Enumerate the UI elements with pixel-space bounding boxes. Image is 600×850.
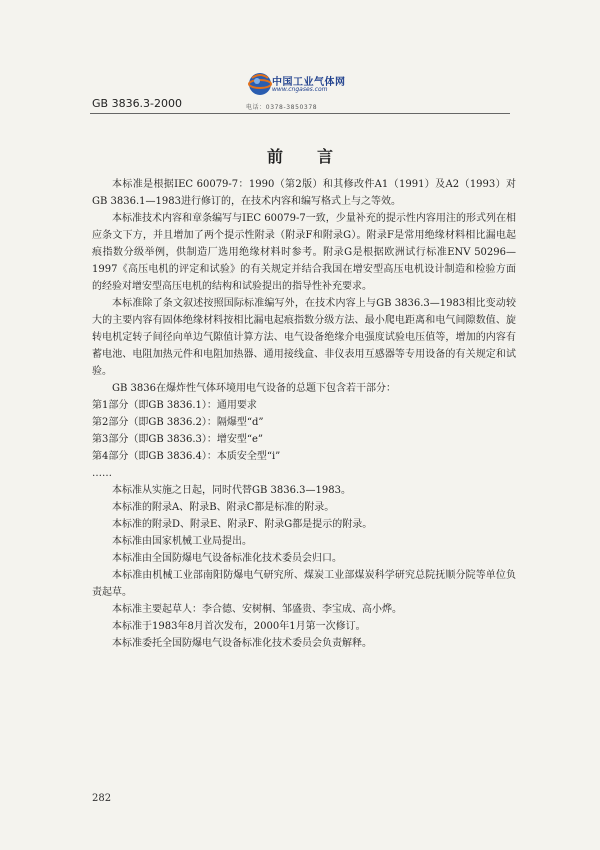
logo-title: 中国工业气体网 xyxy=(272,77,346,88)
series-part: 第2部分（即GB 3836.2）：隔爆型“d” xyxy=(92,417,264,428)
series-part: 第3部分（即GB 3836.3）：增安型“e” xyxy=(92,434,264,445)
closing-paragraph: 本标准从实施之日起，同时代替GB 3836.3—1983。 xyxy=(112,485,351,496)
body-text xyxy=(92,176,516,652)
closing-paragraph: 本标准于1983年8月首次发布，2000年1月第一次修订。 xyxy=(112,621,366,632)
closing-paragraph: 本标准由全国防爆电气设备标准化技术委员会归口。 xyxy=(112,553,342,564)
globe-logo-icon xyxy=(246,70,274,98)
closing-paragraph: 本标准的附录D、附录E、附录F、附录G都是提示的附录。 xyxy=(112,519,373,530)
paragraph: 本标准技术内容和章条编写与IEC 60079-7一致，少量补充的提示性内容用注的形式列在相应条文下方，并且增加了两个提示性附录（附录F和附录G）。附录F是常用绝缘材料相比漏电起痕指数分级举例，供制造厂选用绝缘材料时参考。附录G是根据欧洲试行标准ENV 50296—1997《高压电机的评定和试验》的有关规定并结合我国在增安型高压电机设计制造和检验方面的经验对增安型高压电机的结构和试验提出的指导性补充要求。 xyxy=(92,213,516,292)
logo-phone: 电话：0378-3850378 xyxy=(246,104,318,111)
closing-paragraph: 本标准由机械工业部南阳防爆电气研究所、煤炭工业部煤炭科学研究总院抚顺分院等单位负责起草。 xyxy=(92,570,516,598)
logo-url: www.cngases.com xyxy=(272,86,328,93)
standard-number: GB 3836.3-2000 xyxy=(92,97,183,110)
paragraph: 本标准除了条文叙述按照国际标准编写外，在技术内容上与GB 3836.3—1983相比变动较大的主要内容有固体绝缘材料按相比漏电起痕指数分级方法、最小爬电距离和电气间隙数值、旋转电机定转子间径向单边气隙值计算方法、电气设备绝缘介电强度试验电压值等，增加的内容有蓄电池、电阻加热元件和电阻加热器、通用接线盒、非仪表用互感器等专用设备的有关规定和试验。 xyxy=(92,298,516,377)
paragraph: 本标准是根据IEC 60079-7：1990（第2版）和其修改件A1（1991）及A2（1993）对GB 3836.1—1983进行修订的，在技术内容和编写格式上与之等效。 xyxy=(92,179,516,207)
closing-paragraph: 本标准主要起草人：李合德、安树桐、邹盛贵、李宝成、高小烨。 xyxy=(112,604,402,615)
site-logo[interactable] xyxy=(246,70,366,114)
page-number: 282 xyxy=(92,793,112,804)
closing-paragraph: 本标准由国家机械工业局提出。 xyxy=(112,536,252,547)
closing-paragraph: 本标准委托全国防爆电气设备标准化技术委员会负责解释。 xyxy=(112,638,372,649)
series-intro: GB 3836在爆炸性气体环境用电气设备的总题下包含若干部分： xyxy=(112,383,396,394)
header-divider xyxy=(90,113,510,114)
series-part: 第4部分（即GB 3836.4）：本质安全型“i” xyxy=(92,451,281,462)
series-part: 第1部分（即GB 3836.1）：通用要求 xyxy=(92,400,257,411)
series-part-ellipsis: …… xyxy=(92,468,112,479)
closing-paragraph: 本标准的附录A、附录B、附录C都是标准的附录。 xyxy=(112,502,335,513)
page-title: 前言 xyxy=(266,147,367,166)
